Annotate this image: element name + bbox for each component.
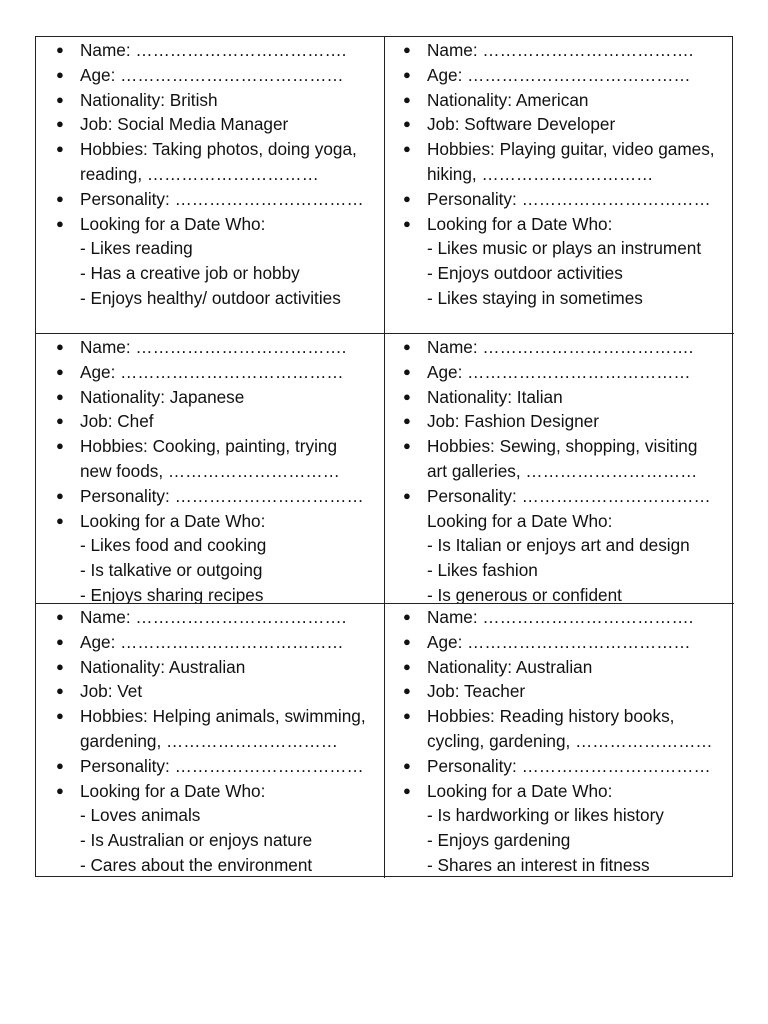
wish-item: - Shares an interest in fitness (427, 854, 650, 875)
bullet-icon: ● (56, 116, 64, 132)
bullet-icon: ● (403, 91, 411, 107)
wish-item: - Is hardworking or likes history (427, 805, 664, 826)
wish-item: - Is generous or confident (427, 584, 622, 604)
wish-item: - Is talkative or outgoing (80, 560, 263, 581)
bullet-icon: ● (403, 339, 411, 354)
hobbies-field: ● Hobbies: Playing guitar, video games, hiking, ………………………… (403, 139, 715, 184)
wish-item: - Is Italian or enjoys art and design (427, 535, 690, 556)
bullet-icon: ● (403, 757, 411, 773)
bullet-icon: ● (56, 782, 64, 798)
personality-field: ● Personality: …………………………… (401, 187, 728, 212)
name-field: ● Name: ………………………………. (54, 605, 378, 630)
bullet-icon: ● (403, 782, 411, 798)
hobbies-field: ● Hobbies: Helping animals, swimming, gardening, ………………………… (56, 706, 366, 751)
bullet-icon: ● (56, 512, 64, 528)
bullet-icon: ● (403, 363, 411, 379)
job-field: ● Job: Social Media Manager (54, 112, 378, 137)
profile-fields (54, 38, 378, 311)
name-field: ● Name: ………………………………. (401, 38, 728, 63)
personality-field: ● Personality: …………………………… (54, 187, 378, 212)
name-field: ● Name: ………………………………. (401, 335, 728, 360)
bullet-icon: ● (403, 438, 411, 454)
age-field: ● Age: ………………………………… (54, 63, 378, 88)
wish-item: - Likes food and cooking (80, 535, 267, 556)
bullet-icon: ● (56, 339, 64, 354)
bullet-icon: ● (403, 215, 411, 231)
nationality-field: ● Nationality: Japanese (54, 385, 378, 410)
hobbies-field: ● Hobbies: Sewing, shopping, visiting art galleries, ………………………… (403, 436, 698, 481)
nationality-field: ● Nationality: American (401, 88, 728, 113)
bullet-icon: ● (56, 683, 64, 699)
bullet-icon: ● (403, 487, 411, 503)
bullet-icon: ● (403, 190, 411, 206)
name-field: ● Name: ………………………………. (54, 335, 378, 360)
profile-card-australian-vet (36, 604, 385, 878)
profile-card-american (385, 37, 734, 334)
looking-for-field: ● Looking for a Date Who: - Likes reading - Has a creative job or hobby - Enjoys healthy/ outdoor activities (54, 212, 378, 311)
profile-card-australian-teacher (385, 604, 734, 878)
bullet-icon: ● (56, 215, 64, 231)
profile-fields (401, 605, 728, 878)
personality-field: ● Personality: …………………………… (401, 484, 728, 509)
bullet-icon: ● (403, 609, 411, 624)
bullet-icon: ● (56, 413, 64, 429)
hobbies-field: ● Hobbies: Taking photos, doing yoga, reading, ………………………… (56, 139, 357, 184)
name-field: ● Name: ………………………………. (54, 38, 378, 63)
profile-card-british (36, 37, 385, 334)
name-field: ● Name: ………………………………. (401, 605, 728, 630)
age-field: ● Age: ………………………………… (401, 63, 728, 88)
bullet-icon: ● (56, 487, 64, 503)
nationality-field: ● Nationality: Australian (54, 655, 378, 680)
wish-item: - Loves animals (80, 805, 201, 826)
bullet-icon: ● (56, 91, 64, 107)
bullet-icon: ● (56, 609, 64, 624)
nationality-field: ● Nationality: British (54, 88, 378, 113)
bullet-icon: ● (56, 658, 64, 674)
age-field: ● Age: ………………………………… (54, 630, 378, 655)
profile-fields (54, 605, 378, 878)
bullet-icon: ● (56, 633, 64, 649)
bullet-icon: ● (56, 363, 64, 379)
wish-item: - Likes reading (80, 238, 193, 259)
profile-card-italian (385, 334, 734, 604)
wish-item: - Enjoys outdoor activities (427, 263, 623, 284)
job-field: ● Job: Software Developer (401, 112, 728, 137)
nationality-field: ● Nationality: Australian (401, 655, 728, 680)
hobbies-field: ● Hobbies: Cooking, painting, trying new foods, ………………………… (56, 436, 340, 481)
bullet-icon: ● (403, 708, 411, 724)
bullet-icon: ● (403, 116, 411, 132)
bullet-icon: ● (56, 708, 64, 724)
personality-field: ● Personality: …………………………… (54, 754, 378, 779)
wish-item: - Enjoys healthy/ outdoor activities (80, 287, 341, 308)
bullet-icon: ● (403, 658, 411, 674)
bullet-icon: ● (56, 438, 64, 454)
bullet-icon: ● (403, 413, 411, 429)
profile-card-grid (35, 36, 733, 877)
bullet-icon: ● (56, 757, 64, 773)
job-field: ● Job: Vet (54, 679, 378, 704)
bullet-icon: ● (56, 388, 64, 404)
wish-item: - Has a creative job or hobby (80, 263, 300, 284)
bullet-icon: ● (403, 42, 411, 57)
age-field: ● Age: ………………………………… (401, 360, 728, 385)
profile-fields (401, 335, 728, 604)
hobbies-field: ● Hobbies: Reading history books, cycling, gardening, …………………… (403, 706, 713, 751)
wish-item: - Enjoys gardening (427, 830, 571, 851)
bullet-icon: ● (56, 141, 64, 157)
nationality-field: ● Nationality: Italian (401, 385, 728, 410)
personality-field: ● Personality: …………………………… (401, 754, 728, 779)
wish-item: - Likes fashion (427, 560, 538, 581)
wish-item: - Likes music or plays an instrument (427, 238, 702, 259)
bullet-icon: ● (403, 66, 411, 82)
bullet-icon: ● (403, 633, 411, 649)
looking-for-field: ● Looking for a Date Who: - Likes music or plays an instrument - Enjoys outdoor activities - Likes staying in sometimes (401, 212, 728, 311)
looking-for-field: ● Looking for a Date Who: - Loves animals - Is Australian or enjoys nature - Cares about the environment (54, 779, 378, 878)
profile-card-japanese (36, 334, 385, 604)
bullet-icon: ● (403, 141, 411, 157)
age-field: ● Age: ………………………………… (54, 360, 378, 385)
looking-for-field: ● Looking for a Date Who: - Likes food and cooking - Is talkative or outgoing - Enjoys sharing recipes (54, 509, 378, 604)
profile-fields (401, 38, 728, 311)
bullet-icon: ● (56, 42, 64, 57)
wish-item: - Is Australian or enjoys nature (80, 830, 313, 851)
bullet-icon: ● (403, 388, 411, 404)
job-field: ● Job: Chef (54, 409, 378, 434)
wish-item: - Cares about the environment (80, 854, 313, 875)
job-field: ● Job: Fashion Designer (401, 409, 728, 434)
bullet-icon: ● (56, 190, 64, 206)
bullet-icon: ● (403, 683, 411, 699)
age-field: ● Age: ………………………………… (401, 630, 728, 655)
wish-item: - Likes staying in sometimes (427, 287, 643, 308)
wish-item: - Enjoys sharing recipes (80, 584, 264, 604)
looking-for-field: ● Looking for a Date Who: - Is hardworking or likes history - Enjoys gardening - Shares an interest in fitness (401, 779, 728, 878)
profile-fields (54, 335, 378, 604)
bullet-icon: ● (56, 66, 64, 82)
looking-for-field: Looking for a Date Who: - Is Italian or enjoys art and design - Likes fashion - Is generous or confident (401, 509, 728, 604)
job-field: ● Job: Teacher (401, 679, 728, 704)
personality-field: ● Personality: …………………………… (54, 484, 378, 509)
